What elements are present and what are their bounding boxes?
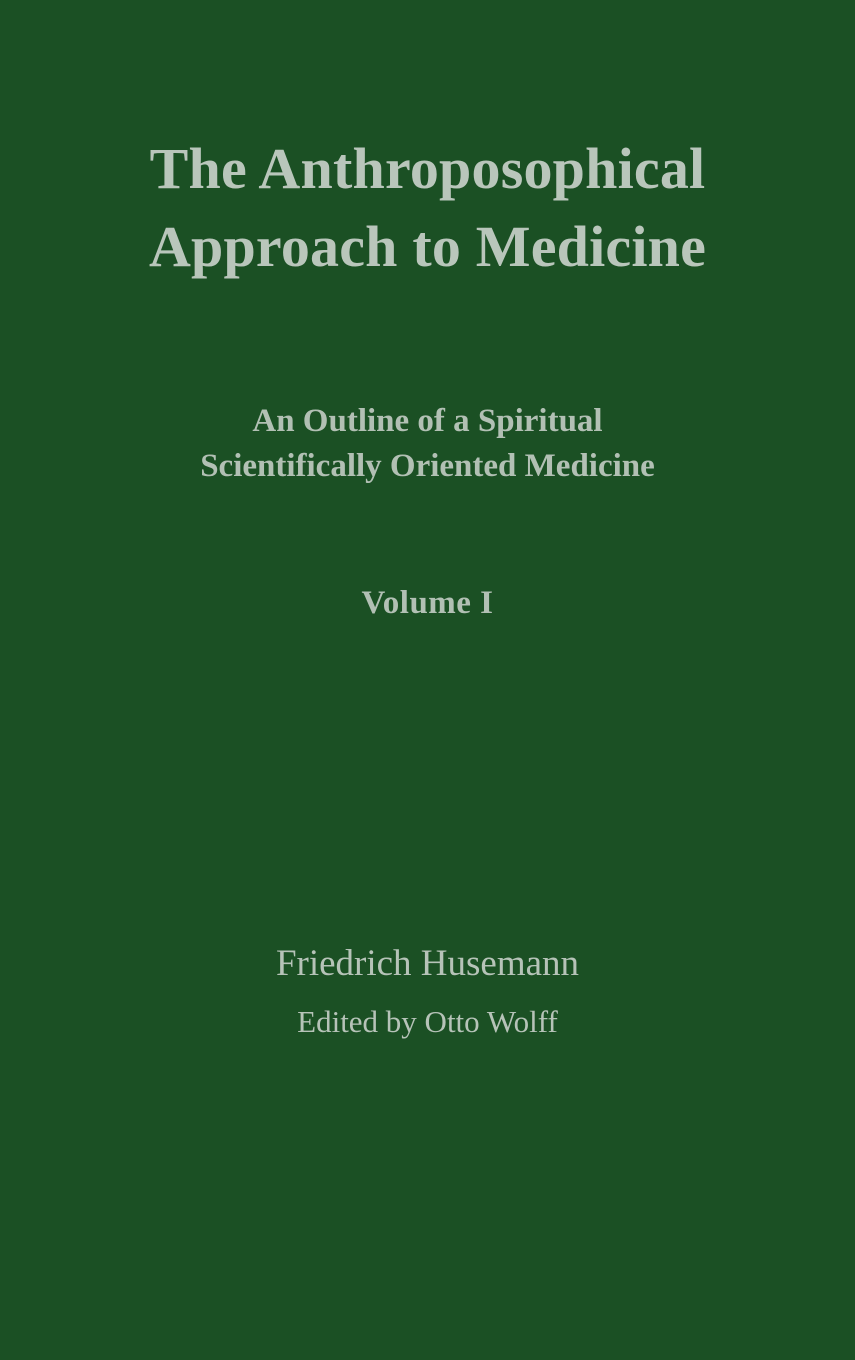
author-name: Friedrich Husemann — [275, 943, 580, 984]
title-line-2: Approach to Medicine — [148, 214, 707, 280]
volume-block — [78, 582, 778, 625]
title-line-1: The Anthroposophical — [149, 136, 706, 201]
subtitle-line-2: Scientifically Oriented Medicine — [200, 448, 655, 485]
page-title — [78, 130, 778, 287]
editor-credit: Edited by Otto Wolff — [297, 1004, 558, 1040]
subtitle-line-1: An Outline of a Spiritual — [252, 402, 603, 439]
volume-label: Volume I — [361, 584, 494, 621]
title-block — [78, 130, 778, 287]
page-subtitle — [78, 399, 778, 490]
author-block — [0, 940, 855, 1042]
subtitle-block — [78, 399, 778, 490]
